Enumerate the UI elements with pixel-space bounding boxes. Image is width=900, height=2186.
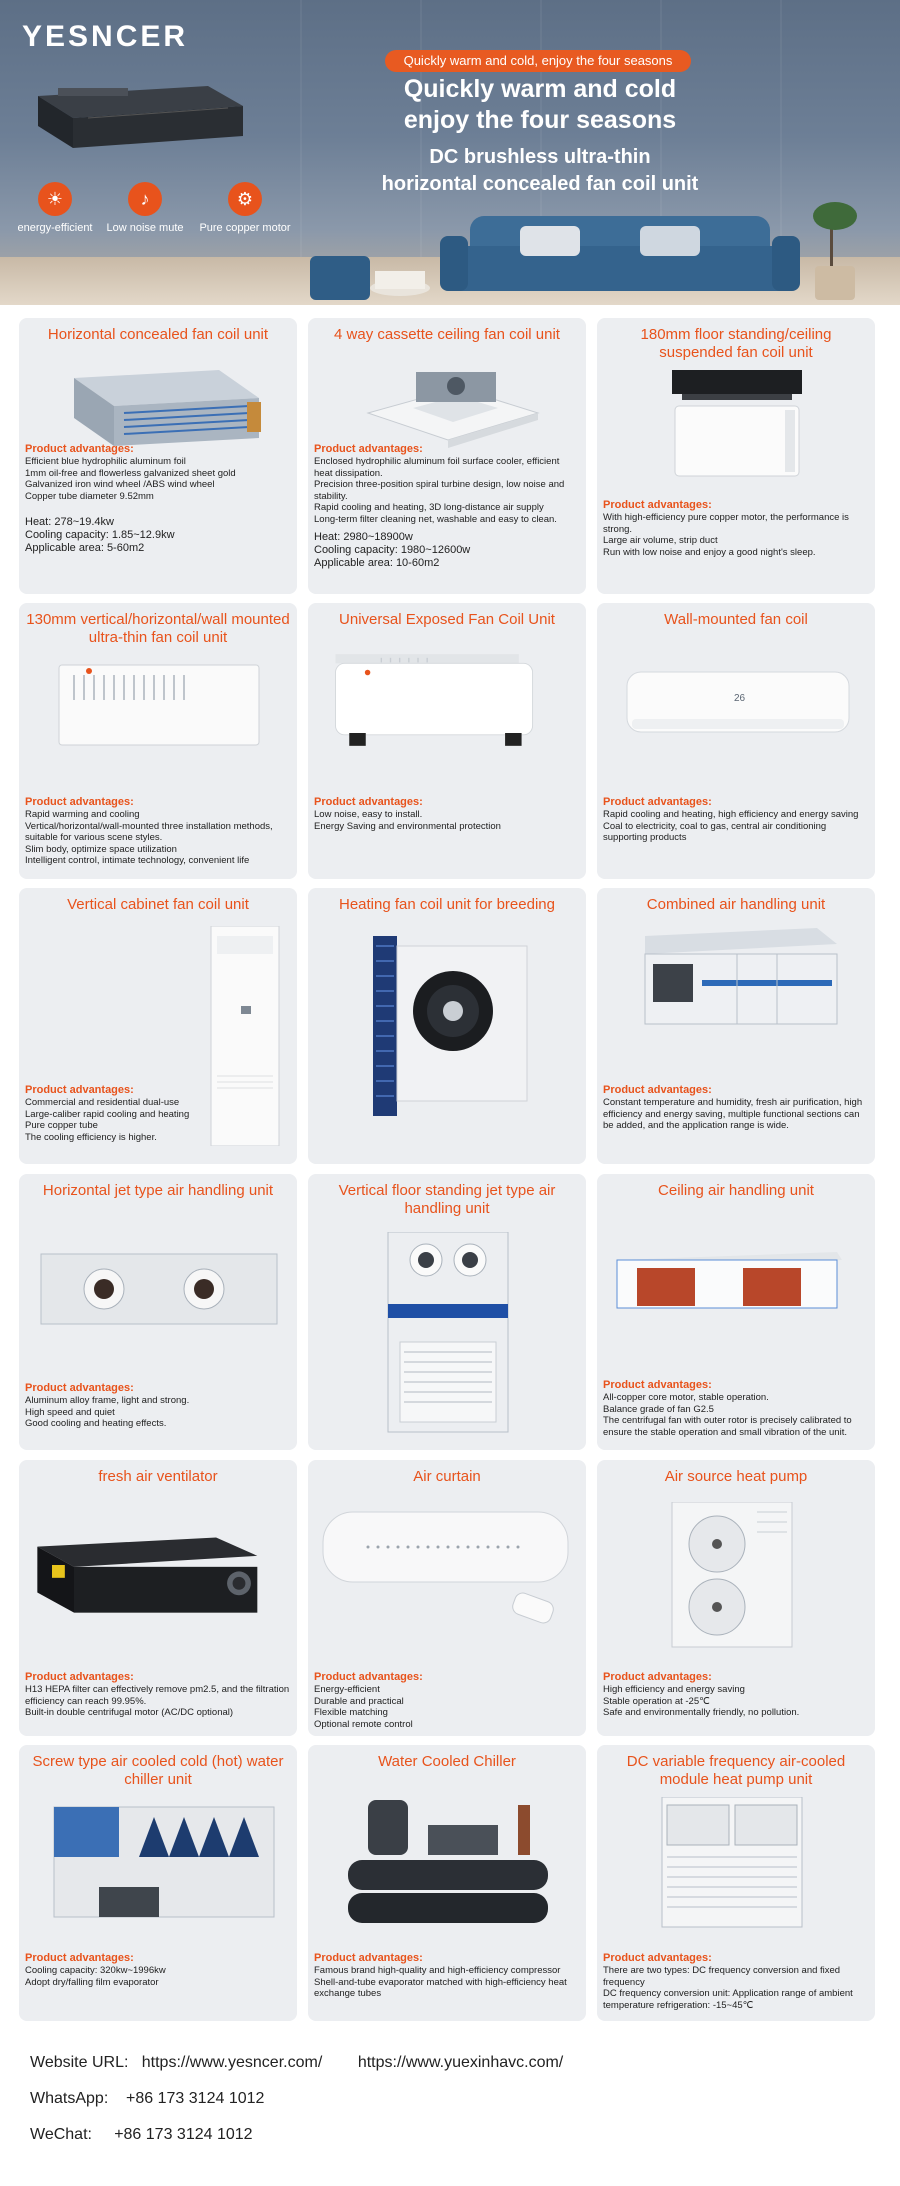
advantage-item: H13 HEPA filter can effectively remove pm2.5, and the filtration efficiency can reach 99.95%. <box>25 1684 290 1707</box>
product-advantages <box>25 443 291 555</box>
footer-wechat <box>30 2126 253 2144</box>
advantage-item: DC frequency conversion unit: Application range of ambient temperature refrigeration: -15~45℃ <box>603 1988 853 2011</box>
product-advantages <box>314 796 580 832</box>
advantage-item: There are two types: DC frequency conversion and fixed frequency <box>603 1965 841 1988</box>
product-title: Air curtain <box>413 1468 481 1485</box>
product-image <box>597 647 875 757</box>
product-title: Horizontal concealed fan coil unit <box>47 326 269 343</box>
advantage-item: Run with low noise and enjoy a good night's sleep. <box>603 546 816 558</box>
product-image <box>597 924 875 1034</box>
energy-icon: ☀ <box>38 182 72 216</box>
product-card[interactable] <box>597 1460 875 1736</box>
product-title: Water Cooled Chiller <box>378 1753 516 1770</box>
advantage-item: Slim body, optimize space utilization <box>25 843 177 855</box>
spec-item: Heat: 2980~18900w <box>314 531 413 543</box>
advantages-heading: Product advantages: <box>25 1084 134 1096</box>
product-card[interactable] <box>308 318 586 594</box>
product-advantages <box>25 1952 291 1988</box>
motor-icon: ⚙ <box>228 182 262 216</box>
advantage-item: Flexible matching <box>314 1707 388 1718</box>
whatsapp-label: WhatsApp: <box>30 2090 109 2107</box>
advantage-item: High speed and quiet <box>25 1406 115 1418</box>
product-advantages <box>603 1671 869 1719</box>
whatsapp-number[interactable]: +86 173 3124 1012 <box>126 2090 265 2107</box>
tagline-pill: Quickly warm and cold, enjoy the four seasons <box>385 50 691 72</box>
advantage-item: Enclosed hydrophilic aluminum foil surface cooler, efficient heat dissipation. <box>314 456 560 479</box>
advantage-item: Stable operation at -25℃ <box>603 1695 710 1707</box>
product-title: Air source heat pump <box>664 1468 808 1485</box>
product-image <box>19 1244 297 1354</box>
product-card[interactable] <box>597 888 875 1164</box>
advantage-item: Copper tube diameter 9.52mm <box>25 490 154 502</box>
product-advantages <box>314 443 580 570</box>
product-title: Ceiling air handling unit <box>658 1182 814 1199</box>
product-card[interactable] <box>597 603 875 879</box>
advantage-item: Rapid warming and cooling <box>25 809 140 820</box>
product-advantages <box>603 499 869 558</box>
advantages-heading: Product advantages: <box>603 1952 712 1964</box>
advantage-item: Intelligent control, intimate technology, convenient life <box>25 855 250 866</box>
product-title: 180mm floor standing/ceiling suspended fan coil unit <box>640 326 832 361</box>
advantage-item: Constant temperature and humidity, fresh air purification, high efficiency and energy saving, multiple functional sections can be added, and the application range is wide. <box>603 1097 863 1131</box>
advantages-heading: Product advantages: <box>314 443 423 455</box>
advantages-heading: Product advantages: <box>25 1382 134 1394</box>
advantage-item: Safe and environmentally friendly, no pollution. <box>603 1707 800 1718</box>
advantage-item: Famous brand high-quality and high-efficiency compressor <box>314 1965 561 1976</box>
advantages-heading: Product advantages: <box>603 1671 712 1683</box>
footer-website <box>30 2054 563 2072</box>
hero-banner <box>0 0 900 305</box>
product-image <box>19 1510 274 1620</box>
feature-low-noise <box>90 182 200 234</box>
advantages-heading: Product advantages: <box>25 1952 134 1964</box>
advantage-item: Pure copper tube <box>25 1120 98 1131</box>
product-card[interactable] <box>19 1174 297 1450</box>
advantage-item: Energy-efficient <box>314 1684 380 1695</box>
product-card[interactable] <box>19 603 297 879</box>
product-title: Screw type air cooled cold (hot) water chiller unit <box>32 1753 284 1788</box>
product-advantages <box>25 1382 291 1430</box>
advantage-item: Large air volume, strip duct <box>603 535 718 546</box>
advantages-heading: Product advantages: <box>603 796 712 808</box>
advantages-heading: Product advantages: <box>25 443 134 455</box>
living-room-sofa-image <box>290 196 900 305</box>
website-label: Website URL: <box>30 2054 129 2071</box>
product-advantages <box>25 1084 201 1143</box>
advantage-item: Rapid cooling and heating, 3D long-distance air supply <box>314 502 544 513</box>
hero-subtitle-line: horizontal concealed fan coil unit <box>381 173 699 195</box>
feature-copper-motor <box>190 182 300 234</box>
spec-item: Applicable area: 5-60m2 <box>25 542 145 554</box>
spec-item: Heat: 278~19.4kw <box>25 516 114 528</box>
brand-logo[interactable]: YESNCER <box>22 20 189 53</box>
advantages-heading: Product advantages: <box>314 1952 423 1964</box>
product-advantages <box>603 1952 869 2011</box>
advantage-item: Low noise, easy to install. <box>314 809 423 820</box>
product-advantages <box>25 1671 291 1719</box>
advantages-heading: Product advantages: <box>603 1379 712 1391</box>
spec-item: Cooling capacity: 1980~12600w <box>314 544 471 556</box>
product-image <box>308 1502 586 1632</box>
spec-item: Applicable area: 10-60m2 <box>314 557 440 569</box>
advantage-item: With high-efficiency pure copper motor, the performance is strong. <box>603 512 849 535</box>
product-card[interactable] <box>308 888 586 1164</box>
product-advantages <box>603 796 869 844</box>
advantage-item: Durable and practical <box>314 1695 404 1707</box>
product-image <box>19 1797 297 1937</box>
product-title: Heating fan coil unit for breeding <box>339 896 555 913</box>
product-card[interactable] <box>19 318 297 594</box>
advantage-item: The centrifugal fan with outer rotor is precisely calibrated to ensure the stable operation and small vibration of the unit. <box>603 1415 852 1438</box>
advantage-item: Adopt dry/falling film evaporator <box>25 1976 159 1988</box>
product-title: Wall-mounted fan coil <box>664 611 808 628</box>
advantages-heading: Product advantages: <box>25 796 134 808</box>
product-advantages <box>603 1379 869 1438</box>
hero-title <box>340 74 740 136</box>
hero-subtitle-line: DC brushless ultra-thin <box>429 146 651 168</box>
advantage-item: Precision three-position spiral turbine design, low noise and stability. <box>314 479 565 502</box>
website-link-yuexinhavc[interactable]: https://www.yuexinhavc.com/ <box>357 2054 564 2071</box>
advantage-item: Long-term filter cleaning net, washable and easy to clean. <box>314 513 557 525</box>
advantages-heading: Product advantages: <box>314 796 423 808</box>
product-card[interactable] <box>308 603 586 879</box>
product-card[interactable] <box>597 318 875 594</box>
hero-title-line: Quickly warm and cold <box>403 75 677 103</box>
feature-label: energy-efficient <box>17 222 93 234</box>
advantage-item: Large-caliber rapid cooling and heating <box>25 1108 190 1120</box>
product-advantages <box>314 1952 580 2000</box>
product-image <box>308 1232 586 1442</box>
advantage-item: Optional remote control <box>314 1718 413 1730</box>
product-image <box>19 655 297 765</box>
feature-label: Pure copper motor <box>199 222 291 234</box>
wechat-label: WeChat: <box>30 2126 92 2143</box>
advantages-heading: Product advantages: <box>603 1084 712 1096</box>
advantage-item: Shell-and-tube evaporator matched with high-efficiency heat exchange tubes <box>314 1976 567 1999</box>
advantage-item: Coal to electricity, coal to gas, central air conditioning supporting products <box>603 820 827 843</box>
website-link-yesncer[interactable]: https://www.yesncer.com/ <box>141 2054 323 2071</box>
product-image <box>597 1797 875 1937</box>
product-image <box>597 370 875 480</box>
product-image <box>597 1232 875 1342</box>
product-title: Vertical cabinet fan coil unit <box>67 896 249 913</box>
advantages-heading: Product advantages: <box>314 1671 423 1683</box>
svg-text:26: 26 <box>734 693 746 704</box>
advantage-item: Built-in double centrifugal motor (AC/DC optional) <box>25 1707 234 1718</box>
advantage-item: Energy Saving and environmental protection <box>314 820 501 832</box>
hero-fan-coil-image <box>28 78 258 148</box>
advantage-item: Commercial and residential dual-use <box>25 1097 180 1108</box>
advantage-item: Rapid cooling and heating, high efficiency and energy saving <box>603 809 859 820</box>
product-title: Universal Exposed Fan Coil Unit <box>339 611 555 628</box>
advantages-heading: Product advantages: <box>603 499 712 511</box>
product-title: DC variable frequency air-cooled module heat pump unit <box>626 1753 846 1788</box>
advantages-heading: Product advantages: <box>25 1671 134 1683</box>
product-card[interactable] <box>597 1174 875 1450</box>
product-card[interactable] <box>308 1745 586 2021</box>
advantage-item: Cooling capacity: 320kw~1996kw <box>25 1965 166 1976</box>
spec-item: Cooling capacity: 1.85~12.9kw <box>25 529 175 541</box>
advantage-item: Good cooling and heating effects. <box>25 1418 167 1429</box>
product-image <box>308 1785 586 1935</box>
advantage-item: Aluminum alloy frame, light and strong. <box>25 1395 190 1406</box>
advantage-item: Galvanized iron wind wheel /ABS wind wheel <box>25 479 215 490</box>
product-advantages <box>314 1671 580 1730</box>
product-advantages <box>603 1084 869 1132</box>
feature-label: Low noise mute <box>106 222 184 234</box>
advantage-item: Vertical/horizontal/wall-mounted three installation methods, suitable for various scene styles. <box>25 820 273 843</box>
product-title: 130mm vertical/horizontal/wall mounted ultra-thin fan coil unit <box>26 611 290 646</box>
advantage-item: All-copper core motor, stable operation. <box>603 1392 769 1403</box>
advantage-item: The cooling efficiency is higher. <box>25 1131 157 1143</box>
product-image <box>308 936 586 1126</box>
product-title: 4 way cassette ceiling fan coil unit <box>334 326 560 343</box>
product-title: Vertical floor standing jet type air handling unit <box>338 1182 556 1217</box>
product-card[interactable] <box>597 1745 875 2021</box>
product-card[interactable] <box>19 888 297 1164</box>
advantage-item: High efficiency and energy saving <box>603 1684 745 1695</box>
product-card[interactable] <box>19 1745 297 2021</box>
hero-subtitle <box>330 144 750 198</box>
product-card[interactable] <box>308 1460 586 1736</box>
product-image <box>308 645 563 755</box>
product-title: Horizontal jet type air handling unit <box>42 1182 274 1199</box>
footer-whatsapp <box>30 2090 264 2108</box>
advantage-item: Balance grade of fan G2.5 <box>603 1403 714 1415</box>
product-advantages <box>25 796 291 867</box>
advantage-item: 1mm oil-free and flowerless galvanized sheet gold <box>25 467 236 479</box>
product-card[interactable] <box>19 1460 297 1736</box>
advantage-item: Efficient blue hydrophilic aluminum foil <box>25 456 186 467</box>
product-title: Combined air handling unit <box>646 896 826 913</box>
product-title: fresh air ventilator <box>98 1468 218 1485</box>
hero-title-line: enjoy the four seasons <box>403 106 677 134</box>
mute-icon: ♪ <box>128 182 162 216</box>
wechat-id[interactable]: +86 173 3124 1012 <box>114 2126 253 2143</box>
product-image <box>597 1502 875 1652</box>
product-card[interactable] <box>308 1174 586 1450</box>
